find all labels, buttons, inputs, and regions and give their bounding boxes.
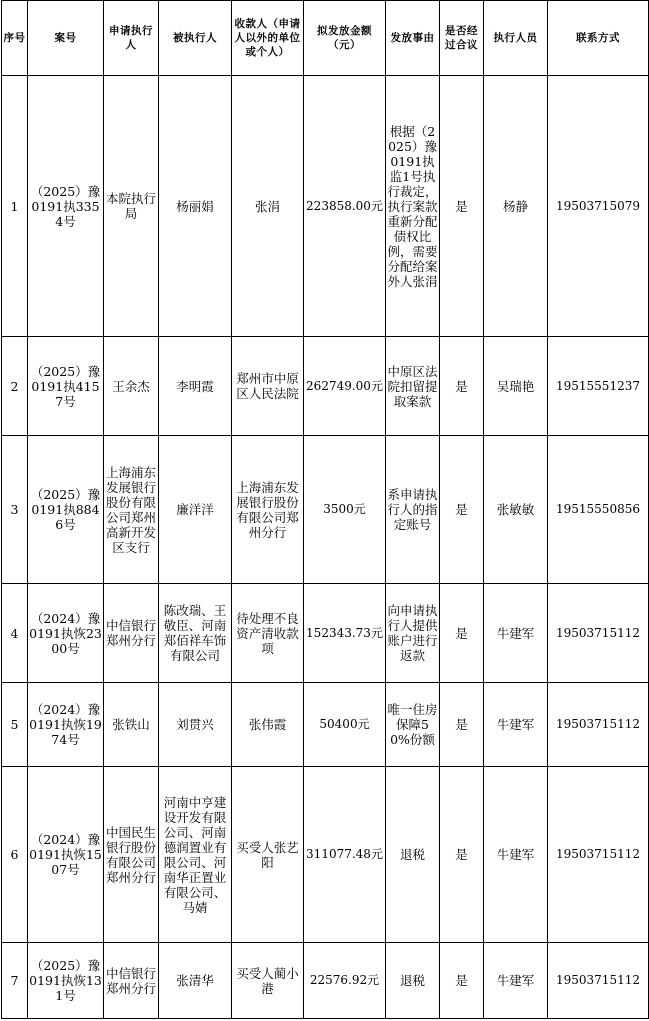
header-officer: 执行人员	[484, 1, 548, 76]
cell-case-number: （2025）豫0191执4157号	[28, 337, 104, 436]
table-row	[2, 337, 649, 436]
cell-applicant: 本院执行局	[104, 76, 159, 337]
cell-deliberated: 是	[440, 584, 484, 683]
cell-amount: 152343.73元	[304, 584, 386, 683]
cell-officer: 牛建军	[484, 767, 548, 943]
cell-payee: 待处理不良资产清收款项	[232, 584, 304, 683]
cell-payee: 买受人蔺小港	[232, 943, 304, 1019]
header-deliberated: 是否经过合议	[440, 1, 484, 76]
cell-deliberated: 是	[440, 76, 484, 337]
cell-contact: 19503715112	[548, 683, 649, 767]
cell-deliberated: 是	[440, 767, 484, 943]
cell-reason: 退税	[386, 767, 440, 943]
cell-respondent: 廉洋洋	[159, 436, 232, 584]
header-row	[2, 1, 649, 76]
cell-reason: 退税	[386, 943, 440, 1019]
cell-respondent: 张清华	[159, 943, 232, 1019]
cell-deliberated: 是	[440, 337, 484, 436]
header-reason: 发放事由	[386, 1, 440, 76]
cell-officer: 杨静	[484, 76, 548, 337]
cell-respondent: 河南中亨建设开发有限公司、河南德润置业有限公司、河南华正置业有限公司、马婧	[159, 767, 232, 943]
cell-payee: 张伟霞	[232, 683, 304, 767]
cell-applicant: 中国民生银行股份有限公司郑州分行	[104, 767, 159, 943]
cell-index: 1	[2, 76, 28, 337]
cell-case-number: （2024）豫0191执恢2300号	[28, 584, 104, 683]
cell-officer: 牛建军	[484, 943, 548, 1019]
cell-index: 5	[2, 683, 28, 767]
cell-amount: 311077.48元	[304, 767, 386, 943]
cell-amount: 262749.00元	[304, 337, 386, 436]
cell-index: 7	[2, 943, 28, 1019]
cell-contact: 19515550856	[548, 436, 649, 584]
cell-applicant: 中信银行郑州分行	[104, 584, 159, 683]
cell-payee: 张涓	[232, 76, 304, 337]
header-payee: 收款人（申请人以外的单位或个人）	[232, 1, 304, 76]
cell-applicant: 王余杰	[104, 337, 159, 436]
cell-amount: 22576.92元	[304, 943, 386, 1019]
cell-officer: 张敏敏	[484, 436, 548, 584]
cell-contact: 19503715112	[548, 767, 649, 943]
cell-contact: 19503715079	[548, 76, 649, 337]
cell-respondent: 刘贯兴	[159, 683, 232, 767]
cell-deliberated: 是	[440, 436, 484, 584]
cell-reason: 系申请执行人的指定账号	[386, 436, 440, 584]
cell-applicant: 张铁山	[104, 683, 159, 767]
cell-amount: 3500元	[304, 436, 386, 584]
header-amount: 拟发放金额（元）	[304, 1, 386, 76]
cell-reason: 唯一住房保障50%份额	[386, 683, 440, 767]
cell-index: 3	[2, 436, 28, 584]
cell-respondent: 杨丽娟	[159, 76, 232, 337]
table-row	[2, 943, 649, 1019]
header-applicant: 申请执行人	[104, 1, 159, 76]
cell-case-number: （2025）豫0191执8846号	[28, 436, 104, 584]
cell-reason: 向申请执行人提供账户进行返款	[386, 584, 440, 683]
cell-case-number: （2024）豫0191执恢1507号	[28, 767, 104, 943]
cell-case-number: （2025）豫0191执恢131号	[28, 943, 104, 1019]
cell-applicant: 上海浦东发展银行股份有限公司郑州高新开发区支行	[104, 436, 159, 584]
cell-case-number: （2025）豫0191执3354号	[28, 76, 104, 337]
cell-index: 2	[2, 337, 28, 436]
disbursement-table	[1, 0, 649, 1019]
cell-amount: 223858.00元	[304, 76, 386, 337]
header-index: 序号	[2, 1, 28, 76]
cell-payee: 上海浦东发展银行股份有限公司郑州分行	[232, 436, 304, 584]
cell-index: 6	[2, 767, 28, 943]
table-row	[2, 76, 649, 337]
table-row	[2, 584, 649, 683]
table-row	[2, 436, 649, 584]
cell-payee: 买受人张艺阳	[232, 767, 304, 943]
header-contact: 联系方式	[548, 1, 649, 76]
cell-respondent: 陈改瑞、王敬臣、河南郑佰祥车饰有限公司	[159, 584, 232, 683]
cell-payee: 郑州市中原区人民法院	[232, 337, 304, 436]
cell-contact: 19503715112	[548, 584, 649, 683]
cell-applicant: 中信银行郑州分行	[104, 943, 159, 1019]
header-respondent: 被执行人	[159, 1, 232, 76]
cell-reason: 根据（2025）豫0191执监1号执行裁定，执行案款重新分配债权比例，需要分配给案外人张涓	[386, 76, 440, 337]
cell-case-number: （2024）豫0191执恢1974号	[28, 683, 104, 767]
cell-reason: 中原区法院扣留提取案款	[386, 337, 440, 436]
cell-index: 4	[2, 584, 28, 683]
cell-deliberated: 是	[440, 943, 484, 1019]
header-case-number: 案号	[28, 1, 104, 76]
table-row	[2, 767, 649, 943]
cell-officer: 吴瑞艳	[484, 337, 548, 436]
cell-respondent: 李明霞	[159, 337, 232, 436]
cell-contact: 19503715112	[548, 943, 649, 1019]
cell-amount: 50400元	[304, 683, 386, 767]
cell-officer: 牛建军	[484, 683, 548, 767]
table-row	[2, 683, 649, 767]
cell-contact: 19515551237	[548, 337, 649, 436]
cell-deliberated: 是	[440, 683, 484, 767]
cell-officer: 牛建军	[484, 584, 548, 683]
